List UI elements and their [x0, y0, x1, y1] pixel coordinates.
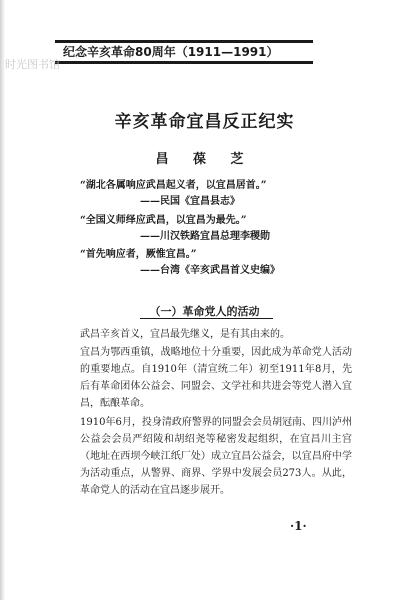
- article-title: 辛亥革命宜昌反正纪实: [114, 112, 295, 132]
- article-author: 昌 葆 芝: [155, 152, 254, 167]
- epigraph-quote: “全国义师绎应武昌，以宜昌为最先。”: [80, 215, 247, 226]
- epigraph-source: ——台湾《辛亥武昌首义史编》: [140, 265, 280, 276]
- banner-bottom-rule: [55, 61, 313, 64]
- epigraph-source: ——民国《宜昌县志》: [140, 196, 240, 207]
- page-edge-shadow: [0, 0, 5, 600]
- commemoration-banner: [55, 40, 313, 68]
- banner-text: 纪念辛亥革命80周年（1911—1991）: [63, 45, 279, 59]
- body-paragraph: 1910年6月，投身清政府警界的同盟会会员胡冠南、四川泸州公益会会员严绍陵和胡绍尧等秘密发起组织，在宜昌川主宫（地址在西坝今峡江纸厂处）成立宜昌公益会，以宜昌府中学为活动重点，从警界、商界、学界中发展会员273人。从此，革命党人的活动在宜昌逐步展开。: [80, 417, 352, 496]
- page-number: ·1·: [290, 519, 307, 533]
- body-paragraph: 武昌辛亥首义，宜昌最先继义，是有其由来的。: [80, 329, 290, 340]
- banner-top-rule: [55, 40, 313, 43]
- library-watermark: 时光图书馆: [5, 58, 60, 71]
- epigraph-quote: “首先响应者，厥惟宜昌。”: [80, 249, 197, 260]
- epigraph-source: ——川汉铁路宜昌总理李稷勋: [140, 231, 270, 242]
- section-heading: （一）革命党人的活动: [149, 305, 260, 318]
- epigraph-quote: “湖北各属响应武昌起义者，以宜昌居首。”: [80, 180, 267, 191]
- section-heading-rule: [140, 318, 273, 319]
- body-paragraph: 宜昌为鄂西重镇，战略地位十分重要，因此成为革命党人活动的重要地点。自1910年（清宣统二年）初至1911年8月，先后有革命团体公益会、同盟会、文学社和共进会等党人潜入宜昌，酝酿革命。: [80, 347, 352, 409]
